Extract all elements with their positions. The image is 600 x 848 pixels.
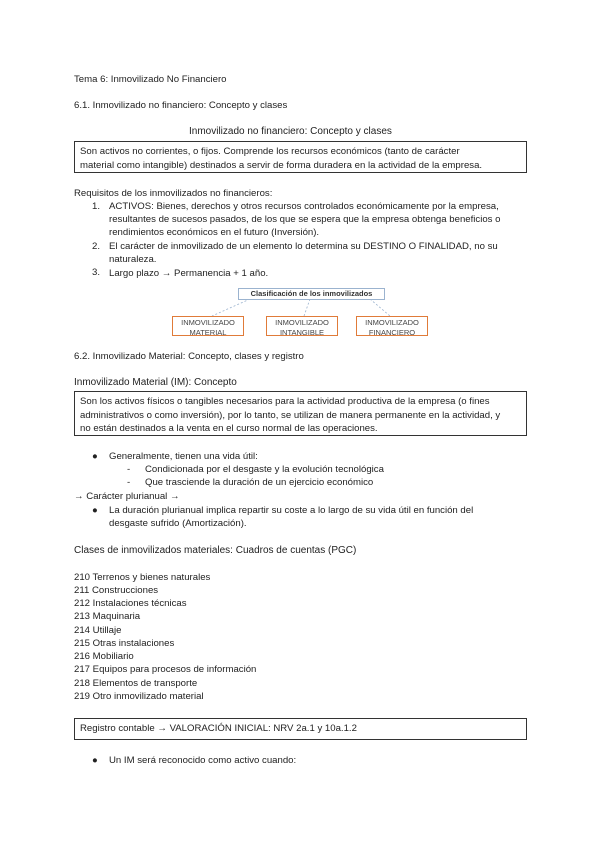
list-item-line: Largo plazo → Permanencia + 1 año. bbox=[109, 268, 269, 279]
sub-bullet: Condicionada por el desgaste y la evolución tecnológica bbox=[145, 464, 384, 475]
list-number: 1. bbox=[92, 201, 101, 212]
diagram-box-material bbox=[172, 316, 244, 336]
list-item: 217 Equipos para procesos de información bbox=[74, 664, 257, 675]
diagram-box-text: INTANGIBLE bbox=[279, 327, 325, 337]
diagram-box-text: MATERIAL bbox=[189, 327, 227, 337]
im-definition-line: Son los activos físicos o tangibles necesarios para la actividad productiva de la empresa (o fines bbox=[80, 396, 490, 407]
definition-line: Son activos no corrientes, o fijos. Comprende los recursos económicos (tanto de carácter bbox=[80, 146, 460, 157]
list-item: 219 Otro inmovilizado material bbox=[74, 691, 204, 702]
document-title: Tema 6: Inmovilizado No Financiero bbox=[74, 74, 227, 85]
list-item: 210 Terrenos y bienes naturales bbox=[74, 572, 211, 583]
list-item-line: El carácter de inmovilizado de un elemento lo determina su DESTINO O FINALIDAD, no su bbox=[109, 241, 498, 252]
list-item: 213 Maquinaria bbox=[74, 611, 141, 622]
list-item: 215 Otras instalaciones bbox=[74, 638, 175, 649]
diagram-box-text: INMOVILIZADO bbox=[365, 318, 419, 327]
requisitos-heading: Requisitos de los inmovilizados no financieros: bbox=[74, 188, 273, 199]
diagram-box-intangible bbox=[266, 316, 338, 336]
list-item-line: rendimientos económicos en el futuro (Inversión). bbox=[109, 227, 320, 238]
section-heading-6-1: 6.1. Inmovilizado no financiero: Concepto y clases bbox=[74, 100, 288, 111]
bullet-amortizacion-line: desgaste sufrido (Amortización). bbox=[109, 518, 247, 529]
list-item: 216 Mobiliario bbox=[74, 651, 134, 662]
connector-line bbox=[370, 299, 390, 316]
diagram-box-text: INMOVILIZADO bbox=[275, 318, 329, 327]
diagram-title: Clasificación de los inmovilizados bbox=[238, 288, 385, 300]
list-item-line: resultantes de sucesos pasados, de los que se espera que la empresa obtenga beneficios o bbox=[109, 214, 501, 225]
list-item-line: ACTIVOS: Bienes, derechos y otros recursos controlados económicamente por la empresa, bbox=[109, 201, 499, 212]
bullet-dot-icon: ● bbox=[92, 755, 98, 766]
clases-heading: Clases de inmovilizados materiales: Cuadros de cuentas (PGC) bbox=[74, 545, 357, 556]
bullet-dot-icon: ● bbox=[92, 451, 98, 462]
list-item: 211 Construcciones bbox=[74, 585, 159, 596]
diagram-box-text: FINANCIERO bbox=[368, 327, 416, 337]
list-number: 2. bbox=[92, 241, 101, 252]
bullet-dot-icon: ● bbox=[92, 505, 98, 516]
connector-line bbox=[212, 299, 250, 316]
diagram-box-text: INMOVILIZADO bbox=[181, 318, 235, 327]
section-heading-6-2: 6.2. Inmovilizado Material: Concepto, clases y registro bbox=[74, 351, 304, 362]
connector-line bbox=[304, 299, 310, 316]
center-title: Inmovilizado no financiero: Concepto y clases bbox=[189, 126, 392, 137]
list-item: 212 Instalaciones técnicas bbox=[74, 598, 187, 609]
im-definition-box bbox=[74, 391, 527, 436]
registro-box bbox=[74, 718, 527, 740]
registro-text: Registro contable → VALORACIÓN INICIAL: NRV 2a.1 y 10a.1.2 bbox=[80, 723, 357, 734]
im-definition-line: no están destinados a la venta en el curso normal de las operaciones. bbox=[80, 423, 378, 434]
im-definition-line: administrativos o como inversión), por lo tanto, se utilizan de manera permanente en la actividad, y bbox=[80, 409, 501, 421]
bullet-vida-util: Generalmente, tienen una vida útil: bbox=[109, 451, 258, 462]
dash-icon: - bbox=[127, 464, 131, 475]
list-number: 3. bbox=[92, 267, 101, 278]
definition-line: material como intangible) destinados a servir de forma duradera en la actividad de la empresa. bbox=[80, 159, 483, 171]
list-item-line: naturaleza. bbox=[109, 254, 157, 265]
caracter-plurianual: → Carácter plurianual → bbox=[74, 491, 180, 502]
bullet-reconocimiento: Un IM será reconocido como activo cuando: bbox=[109, 755, 297, 766]
sub-bullet: Que trasciende la duración de un ejercicio económico bbox=[145, 477, 374, 488]
list-item: 218 Elementos de transporte bbox=[74, 678, 198, 689]
im-heading: Inmovilizado Material (IM): Concepto bbox=[74, 377, 237, 388]
dash-icon: - bbox=[127, 477, 131, 488]
list-item: 214 Utillaje bbox=[74, 625, 122, 636]
diagram-box-financiero bbox=[356, 316, 428, 336]
bullet-amortizacion-line: La duración plurianual implica repartir su coste a lo largo de su vida útil en función del bbox=[109, 505, 474, 516]
